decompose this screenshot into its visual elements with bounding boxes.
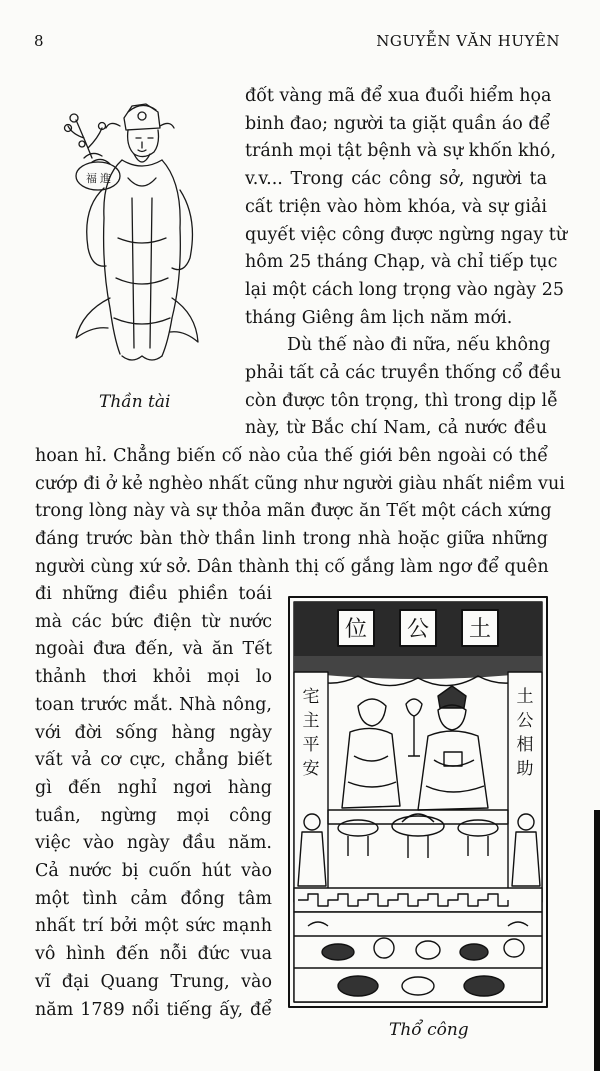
tho-cong-top-char: 土 — [468, 617, 492, 642]
left-vertical-char: 安 — [302, 759, 320, 779]
running-head: NGUYỄN VĂN HUYÊN — [376, 32, 560, 50]
text-line: gì đến nghỉ ngơi hàng — [35, 777, 272, 798]
text-line: phải tất cả các truyền thống cổ đều — [245, 363, 562, 384]
right-vertical-char: 土 — [516, 687, 534, 707]
left-vertical-char: 宅 — [302, 687, 320, 707]
text-line: năm 1789 nổi tiếng ấy, để — [35, 999, 272, 1020]
tho-cong-top-char: 公 — [406, 617, 430, 642]
text-line: nhất trí bởi một sức mạnh — [35, 916, 272, 937]
right-vertical-char: 相 — [516, 735, 534, 755]
text-line: lại một cách long trọng vào ngày 25 — [245, 279, 564, 300]
page-edge-shadow — [594, 810, 600, 1071]
text-line: đốt vàng mã để xua đuổi hiểm họa — [245, 86, 552, 106]
right-vertical-char: 公 — [516, 711, 534, 731]
text-line: với đời sống hàng ngày — [35, 722, 272, 743]
text-line: thảnh thơi khỏi mọi lo — [35, 667, 272, 688]
text-line: còn được tôn trọng, thì trong dịp lễ — [245, 390, 558, 411]
text-line: vô hình đến nỗi đức vua — [35, 944, 272, 965]
text-line: đi những điều phiền toái — [35, 584, 272, 604]
text-line: này, từ Bắc chí Nam, cả nước đều — [245, 418, 547, 439]
text-block-top — [245, 83, 568, 443]
svg-text:進: 進 — [100, 172, 111, 185]
left-vertical-char: 平 — [302, 735, 320, 755]
text-line: vĩ đại Quang Trung, vào — [35, 971, 272, 992]
text-line: trong lòng này và sự thỏa mãn được ăn Tết một cách xứng — [35, 501, 552, 522]
text-line: hoan hỉ. Chẳng biến cố nào của thế giới bên ngoài có thể — [35, 446, 548, 466]
text-line: toan trước mắt. Nhà nông, — [35, 694, 272, 715]
than-tai-illustration — [62, 98, 202, 370]
text-line: một tình cảm đồng tâm — [35, 888, 272, 909]
text-line: tháng Giêng âm lịch năm mới. — [245, 307, 513, 328]
svg-text:福: 福 — [86, 172, 97, 185]
tho-cong-top-char: 位 — [344, 617, 368, 642]
text-line: vất vả cơ cực, chẳng biết — [35, 750, 272, 771]
text-line: việc vào ngày đầu năm. — [35, 833, 272, 854]
text-block-left — [35, 581, 272, 1024]
page-number: 8 — [34, 32, 44, 50]
than-tai-caption: Thần tài — [99, 392, 171, 412]
text-line: tránh mọi tật bệnh và sự khốn khó, — [245, 141, 557, 162]
text-line: người cùng xứ sở. Dân thành thị cố gắng làm ngơ để quên — [35, 556, 549, 577]
text-line: cướp đi ở kẻ nghèo nhất cũng như người giàu nhất niềm vui — [35, 473, 565, 494]
text-line: đáng trước bàn thờ thần linh trong nhà hoặc giữa những — [35, 529, 548, 550]
text-line: Dù thế nào đi nữa, nếu không — [287, 335, 551, 356]
text-line: cất triện vào hòm khóa, và sự giải — [245, 196, 547, 217]
text-line: quyết việc công được ngừng ngay từ — [245, 224, 568, 245]
text-line: v.v... Trong các công sở, người ta — [245, 169, 547, 190]
text-line: hôm 25 tháng Chạp, và chỉ tiếp tục — [245, 252, 558, 273]
right-vertical-char: 助 — [516, 759, 534, 779]
tho-cong-caption: Thổ công — [389, 1020, 469, 1040]
text-line: ngoài đưa đến, và ăn Tết — [35, 639, 272, 660]
text-line: tuần, ngừng mọi công — [35, 805, 272, 826]
text-block-full — [35, 443, 565, 582]
tho-cong-illustration — [288, 596, 548, 1008]
text-line: Cả nước bị cuốn hút vào — [35, 861, 272, 882]
text-line: binh đao; người ta giặt quần áo để — [245, 113, 551, 134]
left-vertical-char: 主 — [302, 711, 320, 731]
text-line: mà các bức điện từ nước — [35, 611, 272, 632]
